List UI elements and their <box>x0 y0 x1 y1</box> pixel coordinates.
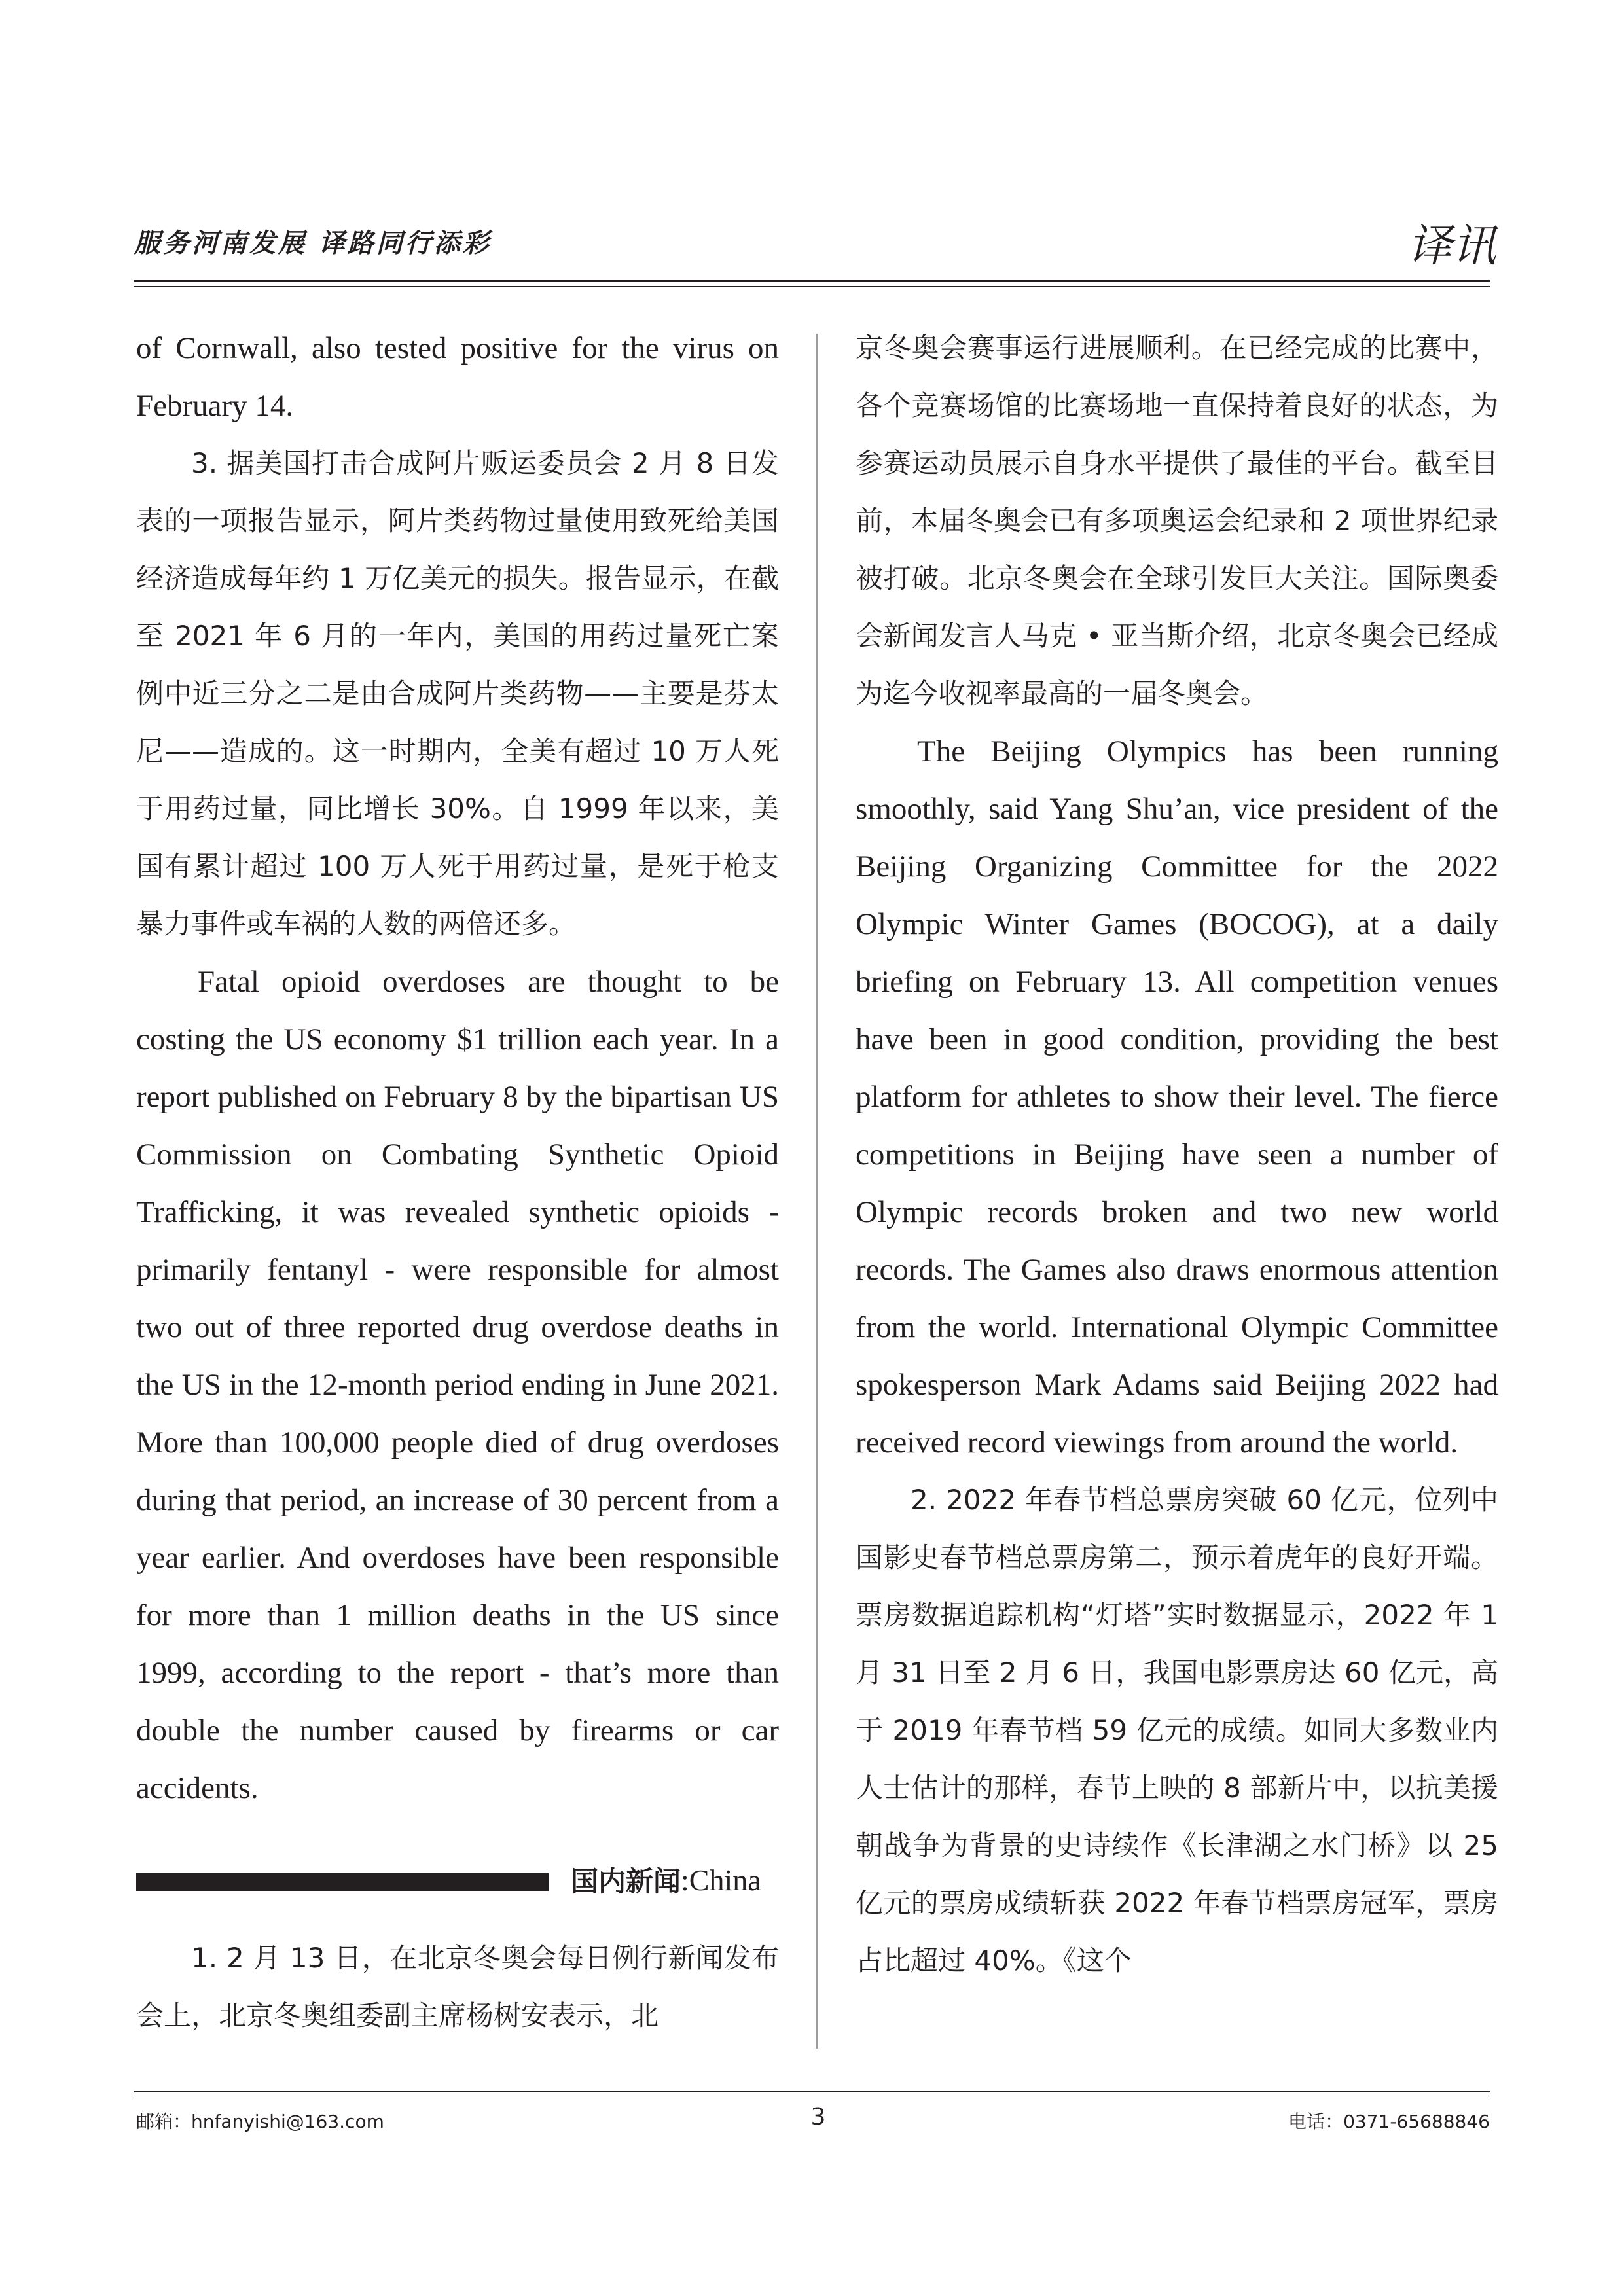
paragraph: 京冬奥会赛事运行进展顺利。在已经完成的比赛中，各个竞赛场馆的比赛场地一直保持着良好的状态，为参赛运动员展示自身水平提供了最佳的平台。截至目前，本届冬奥会已有多项奥运会纪录和 2 项世界纪录被打破。北京冬奥会在全球引发巨大关注。国际奥委会新闻发言人马克 • 亚当斯介绍，北京冬奥会已经成为迄今收视率最高的一届冬奥会。 <box>856 332 1498 709</box>
paragraph: 3. 据美国打击合成阿片贩运委员会 2 月 8 日发表的一项报告显示，阿片类药物过量使用致死给美国经济造成每年约 1 万亿美元的损失。报告显示，在截至 2021 年 6 月的一年内，美国的用药过量死亡案例中近三分之二是由合成阿片类药物——主要是芬太尼——造成的。这一时期内，全美有超过 10 万人死于用药过量，同比增长 30%。自 1999 年以来，美国有累计超过 100 万人死于用药过量，是死于枪支暴力事件或车祸的人数的两倍还多。 <box>136 447 779 940</box>
header-rule <box>134 280 1490 282</box>
section-label: 国内新闻 <box>571 1865 681 1897</box>
column-divider <box>816 334 818 2049</box>
page-number: 3 <box>810 2104 826 2130</box>
paragraph: The Beijing Olympics has been running smoothly, said Yang Shu’an, vice president of the Beijing Organizing Committee for the 2022 Olympic Winter Games (BOCOG), at a daily briefing on February 13. All competition venues have been in good condition, providing the best platform for athletes to show their level. The fierce competitions in Beijing have seen a number of Olympic records broken and two new world records. The Games also draws enormous attention from the world. International Olympic Committee spokesperson Mark Adams said Beijing 2022 had received record viewings from around the world. <box>856 734 1498 1460</box>
header-rule-thin <box>134 286 1490 287</box>
section-label-en: :China <box>681 1863 761 1897</box>
paragraph: Fatal opioid overdoses are thought to be costing the US economy $1 trillion each year. In a report published on February 8 by the bipartisan US Commission on Combating Synthetic Opioid Trafficking, it was revealed synthetic opioids - primarily fentanyl - were responsible for almost two out of three reported drug overdose deaths in the US in the 12-month period ending in June 2021. More than 100,000 people died of drug overdoses during that period, an increase of 30 percent from a year earlier. And overdoses have been responsible for more than 1 million deaths in the US since 1999, according to the report - that’s more than double the number caused by firearms or car accidents. <box>136 965 779 1805</box>
paragraph: of Cornwall, also tested positive for the virus on February 14. <box>136 331 779 423</box>
footer-email: 邮箱：hnfanyishi@163.com <box>136 2111 384 2132</box>
paragraph: 2. 2022 年春节档总票房突破 60 亿元，位列中国影史春节档总票房第二，预示着虎年的良好开端。票房数据追踪机构“灯塔”实时数据显示，2022 年 1 月 31 日至 2 月 6 日，我国电影票房达 60 亿元，高于 2019 年春节档 59 亿元的成绩。如同大多数业内人士估计的那样，春节上映的 8 部新片中，以抗美援朝战争为背景的史诗续作《长津湖之水门桥》以 25 亿元的票房成绩斩获 2022 年春节档票房冠军，票房占比超过 40%。《这个 <box>856 1484 1498 1977</box>
left-column <box>136 319 779 2054</box>
section-heading <box>136 1851 779 1909</box>
header-slogan: 服务河南发展 译路同行添彩 <box>134 228 492 259</box>
right-column <box>856 319 1498 2054</box>
publication-logo: 译讯 <box>1407 221 1497 272</box>
paragraph: 1. 2 月 13 日，在北京冬奥会每日例行新闻发布会上，北京冬奥组委副主席杨树安表示，北 <box>136 1942 779 2032</box>
footer-phone: 电话：0371-65688846 <box>1288 2111 1490 2132</box>
footer-rule <box>134 2091 1490 2092</box>
section-bar-decoration <box>136 1873 549 1891</box>
